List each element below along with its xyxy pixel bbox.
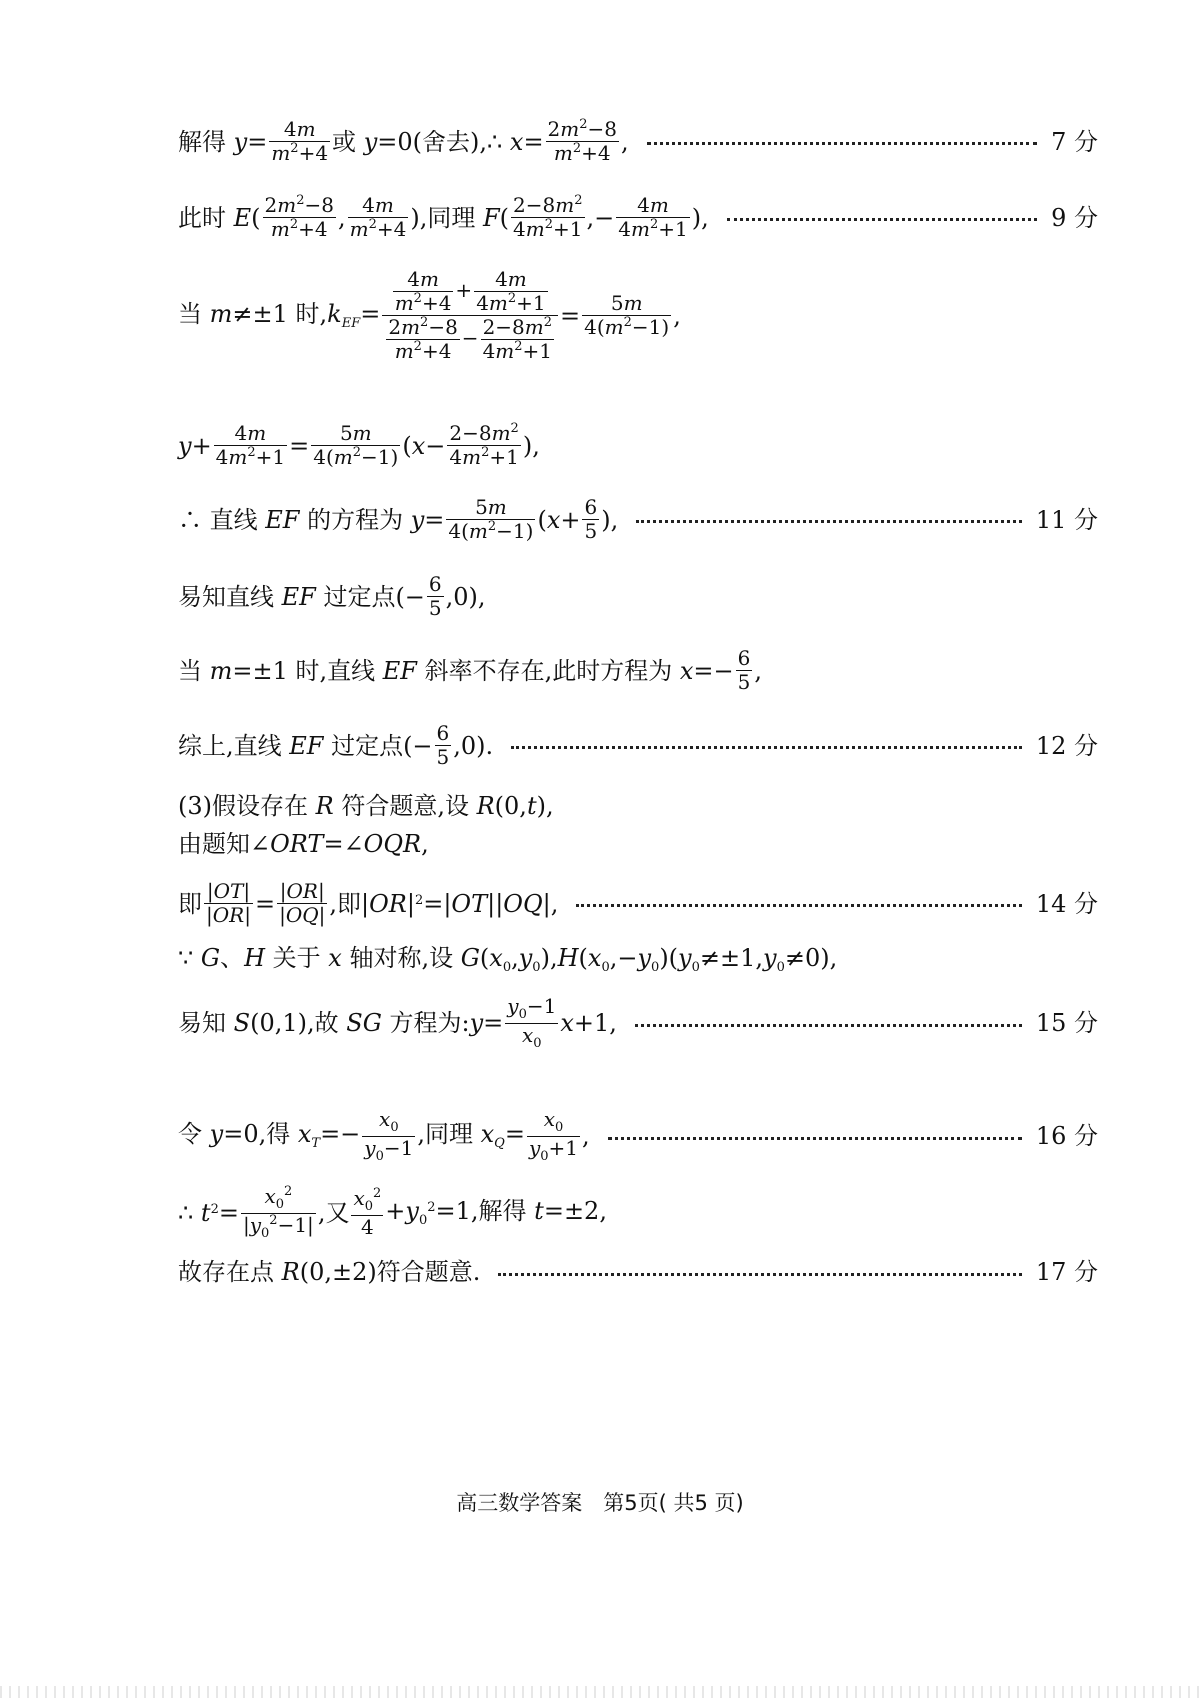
solution-line-8: [178, 722, 1098, 769]
score-label: 17 分: [1035, 1258, 1098, 1286]
solution-line-15: [178, 1185, 1098, 1242]
line-content: 综上,直线 EF 过定点(− $\frac{6}{5}$ ,0).: [178, 721, 494, 769]
line-content: 令 y=0,得 $x_T=-$ $\frac{x_0}{y_0-1}$ ,同理 $x_Q=$ $\frac{x_0}{y_0+1}$ ,: [178, 1107, 590, 1164]
solution-line-11: [178, 880, 1098, 927]
dot-leader: [511, 746, 1022, 749]
dot-leader: [636, 520, 1022, 523]
line-content: ∴ $t^2=$ $\frac{x_0^2}{|y_0^2-1|}$ ,又 $\frac{x_0^2}{4}$ $+y_0^2=1$,解得 t=±2,: [178, 1184, 607, 1241]
solution-line-7: [178, 647, 1098, 694]
solution-line-2: [178, 194, 1098, 241]
solution-line-10: [178, 832, 1098, 856]
dot-leader: [608, 1137, 1022, 1140]
page-footer: 高三数学答案 第5页( 共5 页): [456, 1491, 744, 1515]
solution-line-14: [178, 1108, 1098, 1165]
score-label: 14 分: [1035, 889, 1098, 918]
dot-leader: [576, 904, 1021, 907]
score-label: 16 分: [1035, 1122, 1098, 1151]
score-label: 12 分: [1035, 731, 1098, 760]
scan-edge-artifact: [0, 1686, 1200, 1698]
score-label: 9 分: [1051, 203, 1098, 232]
dot-leader: [635, 1024, 1022, 1027]
solution-line-16: [178, 1260, 1098, 1284]
dot-leader: [498, 1273, 1021, 1276]
solution-line-9: [178, 794, 1098, 818]
line-content: 易知 S(0,1),故 SG 方程为:y= $\frac{y_0-1}{x_0}$ x+1,: [178, 994, 617, 1051]
line-content: y+ $\frac{4m}{4m^2+1}$ = $\frac{5m}{4(m^2-1)}$ (x− $\frac{2-8m^2}{4m^2+1}$ ),: [178, 421, 540, 469]
line-content: 易知直线 EF 过定点(− $\frac{6}{5}$ ,0),: [178, 572, 486, 620]
solution-line-12: [178, 946, 1098, 974]
solution-line-5: [178, 496, 1098, 543]
line-content: 即 $\frac{|OT|}{|OR|}$ = $\frac{|OR|}{|OQ|}$ ,即$|OR|^2=|OT||OQ|$,: [178, 879, 559, 927]
line-content: (3)假设存在 R 符合题意,设 R(0,t),: [178, 792, 554, 820]
solution-line-3: [178, 268, 1098, 363]
line-content: 当 m≠±1 时$,k_{EF}=$ $\frac{4m}{m^2+4}$ + $\frac{4m}{4m^2+1}$ $\frac{2m^2-8}{m^2+4}$ − $\frac{2-8m^2}{4m^2+1}$ = $\frac{5m}{4(m^2-1)}$ ,: [178, 267, 681, 363]
score-label: 7 分: [1051, 127, 1098, 156]
line-content: 故存在点 R(0,±2)符合题意.: [178, 1258, 481, 1286]
solution-line-6: [178, 573, 1098, 620]
line-content: 由题知∠ORT=∠OQR,: [178, 830, 429, 858]
line-content: 此时 E( $\frac{2m^2-8}{m^2+4}$ , $\frac{4m}{m^2+4}$ ),同理 F( $\frac{2-8m^2}{4m^2+1}$ ,− $\frac{4m}{4m^2+1}$ ),: [178, 193, 709, 241]
line-content: ∴ 直线 EF 的方程为 y= $\frac{5m}{4(m^2-1)}$ (x+ $\frac{6}{5}$ ),: [178, 495, 619, 543]
line-content: 解得 y= $\frac{4m}{m^2+4}$ 或 y=0(舍去),∴ x= $\frac{2m^2-8}{m^2+4}$ ,: [178, 117, 629, 165]
line-content: ∵ G、H 关于 x 轴对称,设 $G(x_0,y_0),H(x_0,-y_0)(y_0\ne\pm 1,y_0\ne 0)$,: [178, 944, 838, 975]
score-label: 11 分: [1035, 505, 1098, 534]
score-label: 15 分: [1035, 1009, 1098, 1038]
line-content: 当 m=±1 时,直线 EF 斜率不存在,此时方程为 x=− $\frac{6}{5}$ ,: [178, 646, 762, 694]
dot-leader: [647, 142, 1037, 145]
solution-line-4: [178, 422, 1098, 469]
dot-leader: [727, 218, 1037, 221]
solution-line-1: [178, 118, 1098, 165]
solution-line-13: [178, 995, 1098, 1052]
